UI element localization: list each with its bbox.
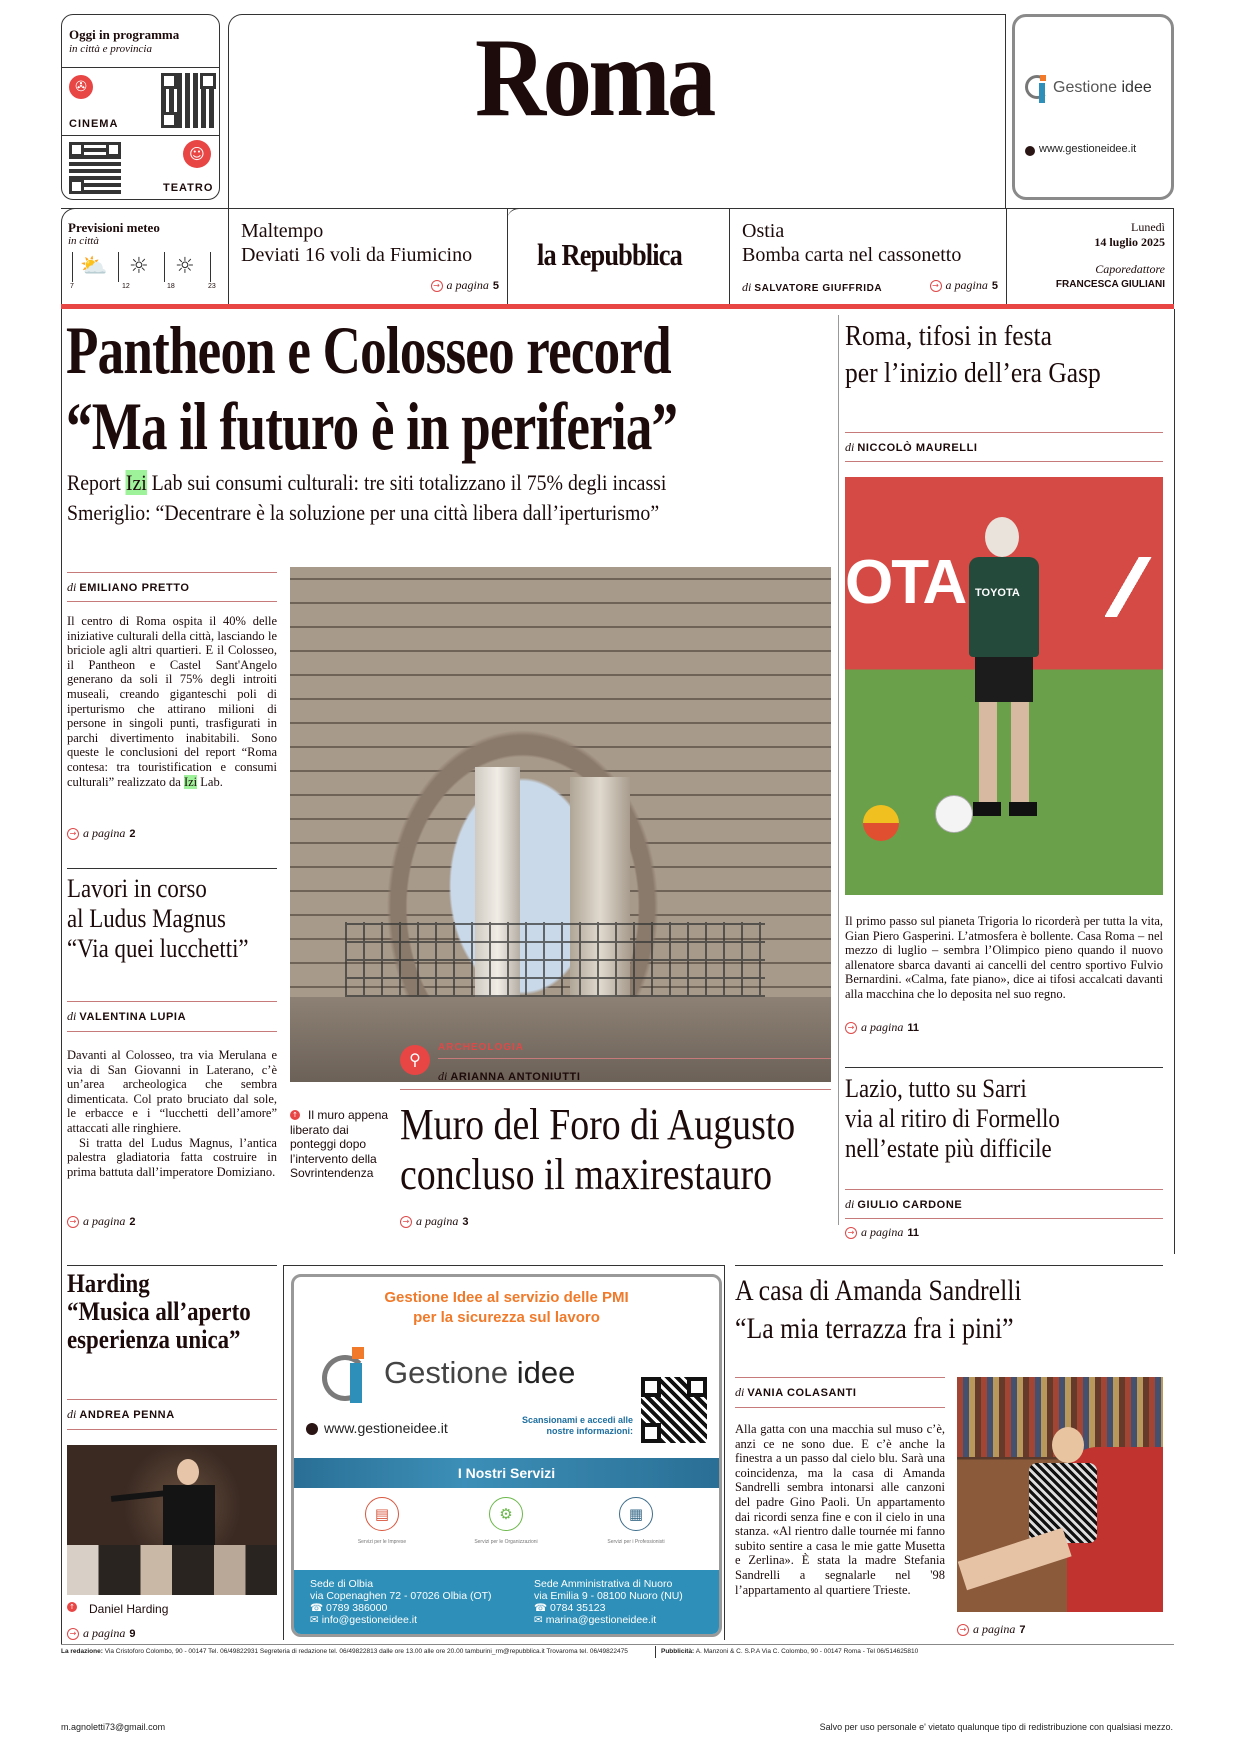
- caption-text: Il muro appena liberato dai ponteggi dopo l’intervento della Sovrintendenza: [290, 1108, 389, 1180]
- brand-bold: idee: [1121, 79, 1152, 96]
- body-paragraph: Davanti al Colosseo, tra via Merulana e via di San Giovanni in Laterano, c’è un’area archeologica che sembra dimenticata. Col prato bruciato dal sole, le erbacce e i “lucchetti dell’amore” attaccati alle ringhiere.: [67, 1048, 277, 1135]
- headline-line: nell’estate più difficile: [845, 1134, 1052, 1163]
- phone-icon: ☎: [534, 1602, 550, 1614]
- arrow-right-icon: →: [67, 1216, 79, 1228]
- pageref-number: 2: [129, 827, 136, 840]
- arrow-right-icon: →: [845, 1227, 857, 1239]
- author-name: ANDREA PENNA: [79, 1409, 175, 1421]
- page-reference[interactable]: [431, 278, 499, 293]
- disclaimer: Salvo per uso personale e' vietato qualunque tipo di redistribuzione con qualsiasi mezzo.: [819, 1722, 1173, 1732]
- ad-url[interactable]: www.gestioneidee.it: [324, 1420, 448, 1436]
- pageref-label: a pagina: [973, 1622, 1016, 1636]
- email-address: marina@gestioneidee.it: [545, 1614, 657, 1626]
- service-label: Servizi per i Professionisti: [607, 1539, 665, 1545]
- teatro-qr-code[interactable]: [69, 142, 121, 194]
- byline: [67, 1407, 175, 1422]
- headline-line: al Ludus Magnus: [67, 904, 226, 933]
- scan-line: nostre informazioni:: [546, 1426, 633, 1436]
- footer-redazione: [61, 1648, 628, 1655]
- pageref-number: 7: [1019, 1623, 1026, 1636]
- footer-text: Via Cristoforo Colombo, 90 - 00147 Tel. 06/49822931 Segreteria di redazione tel. 06/49822813 dalle ore 13.00 alle ore 20.00 tamburini_rm@repubblica.it Trovaroma tel. 06/49822475: [104, 1648, 628, 1655]
- pageref-number: 3: [462, 1215, 469, 1228]
- body-paragraph: Si tratta del Ludus Magnus, l’antica palestra gladiatoria fatta costruire in prima battuta dall’imperatore Domiziano.: [67, 1135, 277, 1179]
- headline-line: Lavori in corso: [67, 874, 207, 903]
- masthead-title: Roma: [475, 16, 713, 140]
- cinema-qr-code[interactable]: [161, 73, 216, 128]
- sub-text: Report: [67, 470, 126, 495]
- arrow-right-icon: →: [67, 1628, 79, 1640]
- pageref-label: a pagina: [83, 1626, 126, 1640]
- sunny-icon: ☼: [129, 254, 149, 279]
- lead-body: [67, 614, 277, 789]
- masthead-box: [228, 14, 1006, 208]
- photo-caption: [67, 1600, 168, 1618]
- arrow-right-icon: →: [431, 280, 443, 292]
- phone-number: 0789 386000: [326, 1602, 388, 1614]
- harding-headline[interactable]: [67, 1270, 251, 1354]
- gi-logo-icon: [322, 1347, 378, 1403]
- by-prefix: di: [735, 1385, 745, 1399]
- brand-bold: idee: [516, 1355, 576, 1390]
- pageref-label: a pagina: [83, 826, 126, 840]
- body-text: Il centro di Roma ospita il 40% delle iniziative culturali della città, lasciando le briciole agli altri quartieri. E il Colosseo, il Pantheon e Castel Sant'Angelo generano da soli il 75% degli introiti museali, creando giganteschi poli di iperturismo che attirano milioni di persone in singoli punti, trasfigurati in parchi divertimento inabitabili. Sono queste le conclusioni del report “Roma contesa: tra touristification e consumi culturali” realizzato da: [67, 614, 277, 789]
- arrow-up-icon: ↑: [67, 1602, 77, 1612]
- pageref-number: 9: [129, 1627, 136, 1640]
- brand-light: Gestione: [1053, 79, 1118, 96]
- user-email: m.agnoletti73@gmail.com: [61, 1722, 166, 1732]
- offices-banner: [294, 1570, 719, 1637]
- date-day: Lunedì: [1131, 220, 1165, 234]
- arrow-right-icon: →: [845, 1022, 857, 1034]
- editor-role: Caporedattore: [1095, 262, 1165, 276]
- service-label: Servizi per le Imprese: [357, 1539, 407, 1545]
- meteo-title: Previsioni meteo: [68, 220, 160, 235]
- byline: [845, 1197, 962, 1212]
- headline-line: Lazio, tutto su Sarri: [845, 1074, 1027, 1103]
- sandrelli-body: Alla gatta con una macchia sul muso c’è, anzi ce ne sono due. E c’è anche la finestra a un passo dal cielo blu. Sarà una coincidenza, ma la casa di Amanda Sandrelli sembra intonarsi alle canzoni del padre Gino Paoli. Un appartamento dai ricordi senza fine e con il cielo in una stanza. «Al rientro dalle tournée mi fanno subito sentire a casa le mie gatte Musetta e Zerlina». È stata la madre Stefania Sandrelli a segnalarle nel '98 l’appartamento al quartiere Trieste.: [735, 1422, 945, 1597]
- meteo-hour: 7: [70, 283, 74, 290]
- teaser-maltempo[interactable]: [229, 208, 507, 304]
- publication-logo: la Repubblica: [537, 237, 682, 272]
- headline-line: per l’inizio dell’era Gasp: [845, 357, 1101, 389]
- arrow-right-icon: →: [957, 1624, 969, 1636]
- pageref-number: 11: [907, 1021, 919, 1034]
- highlighted-text: Izi: [183, 774, 198, 789]
- web-icon: [306, 1423, 318, 1435]
- by-prefix: di: [845, 440, 855, 454]
- photo-caption: [290, 1108, 390, 1181]
- headline-line: Muro del Foro di Augusto: [400, 1100, 796, 1149]
- office-phone: [534, 1602, 683, 1614]
- programma-subtitle: in città e provincia: [69, 43, 152, 55]
- section-label[interactable]: ARCHEOLOGIA: [438, 1042, 524, 1053]
- lead-subheadline-2: Smeriglio: “Decentrare è la soluzione per una città libera dall’iperturismo”: [67, 500, 660, 525]
- sandrelli-headline[interactable]: [735, 1272, 1022, 1348]
- email-address: info@gestioneidee.it: [321, 1614, 418, 1626]
- date-box: [1007, 208, 1174, 304]
- footer-label: Pubblicità:: [661, 1648, 695, 1655]
- ad-scan-text: [522, 1415, 633, 1437]
- top-ad-url[interactable]: www.gestioneidee.it: [1039, 143, 1137, 155]
- meteo-subtitle: in città: [68, 235, 99, 247]
- byline: [845, 440, 978, 455]
- programma-box: [61, 14, 220, 200]
- sandrelli-photo: [957, 1377, 1163, 1612]
- teaser-ostia[interactable]: [730, 208, 1006, 304]
- lead-subheadline-1: [67, 470, 666, 496]
- top-ad[interactable]: [1012, 14, 1174, 200]
- office-address: via Copenaghen 72 - 07026 Olbia (OT): [310, 1590, 492, 1602]
- top-ad-brand: [1053, 79, 1152, 97]
- ad-title-1: Gestione Idee al servizio delle PMI: [384, 1289, 629, 1306]
- teatro-mask-icon[interactable]: ☺: [183, 140, 211, 168]
- red-rule: [61, 304, 1174, 309]
- mail-icon: ✉: [534, 1614, 546, 1626]
- office-name: Sede di Olbia: [310, 1578, 374, 1590]
- by-prefix: di: [845, 1197, 855, 1211]
- ad-qr-code[interactable]: [641, 1377, 707, 1443]
- gears-icon: ⚙: [489, 1497, 523, 1531]
- byline: [438, 1069, 581, 1084]
- author-name: SALVATORE GIUFFRIDA: [754, 283, 883, 294]
- teaser-kicker: Maltempo: [241, 220, 324, 242]
- teaser-kicker: Ostia: [742, 220, 785, 242]
- mail-icon: ✉: [310, 1614, 322, 1626]
- footer-pubblicita: [661, 1648, 918, 1655]
- phone-number: 0784 35123: [550, 1602, 606, 1614]
- foro-augusto-photo: [290, 567, 831, 1082]
- author-name: GIULIO CARDONE: [857, 1199, 963, 1211]
- teaser-headline: Bomba carta nel cassonetto: [742, 244, 962, 266]
- headline-line: Roma, tifosi in festa: [845, 320, 1052, 352]
- page-reference[interactable]: [845, 1020, 919, 1035]
- headline-line: “Via quei lucchetti”: [67, 934, 249, 963]
- cinema-reel-icon[interactable]: ✇: [69, 75, 93, 99]
- service-item[interactable]: [586, 1497, 686, 1545]
- services-title: I Nostri Servizi: [457, 1465, 556, 1481]
- meteo-hour: 12: [122, 283, 130, 290]
- arrow-right-icon: →: [67, 828, 79, 840]
- service-item[interactable]: [456, 1497, 556, 1545]
- headline-line: “Musica all’aperto: [67, 1297, 251, 1326]
- gi-logo-icon: [1025, 75, 1051, 103]
- id-badge-icon: ▤: [365, 1497, 399, 1531]
- partly-cloudy-icon: ⛅: [80, 254, 108, 279]
- office-phone: [310, 1602, 492, 1614]
- byline: [742, 280, 882, 295]
- services-banner: [294, 1458, 719, 1488]
- cinema-label[interactable]: CINEMA: [69, 118, 119, 130]
- ludus-headline[interactable]: [67, 874, 249, 964]
- byline: [67, 1009, 186, 1024]
- meteo-hour: 23: [208, 283, 216, 290]
- lead-headline-1[interactable]: Pantheon e Colosseo record: [66, 312, 671, 388]
- office-olbia: [310, 1578, 492, 1626]
- arrow-right-icon: →: [930, 280, 942, 292]
- gasperini-photo: [845, 477, 1163, 895]
- headline-line: “La mia terrazza fra i pini”: [735, 1312, 1014, 1345]
- office-email[interactable]: [534, 1614, 683, 1626]
- pageref-number: 11: [907, 1226, 919, 1239]
- pageref-number: 5: [492, 279, 499, 292]
- headline-line: esperienza unica”: [67, 1325, 241, 1354]
- by-prefix: di: [67, 580, 77, 594]
- by-prefix: di: [67, 1407, 77, 1421]
- author-name: ARIANNA ANTONIUTTI: [450, 1071, 581, 1083]
- chart-board-icon: ▦: [619, 1497, 653, 1531]
- sunny-icon: ☼: [175, 254, 195, 279]
- coach-figure: [955, 517, 1055, 837]
- pageref-label: a pagina: [945, 278, 988, 292]
- by-prefix: di: [438, 1069, 448, 1083]
- scan-line: Scansionami e accedi alle: [521, 1415, 633, 1425]
- lazio-headline[interactable]: [845, 1074, 1060, 1164]
- brand-light: Gestione: [384, 1355, 509, 1390]
- page-reference[interactable]: [67, 826, 135, 841]
- pageref-label: a pagina: [861, 1225, 904, 1239]
- page-reference[interactable]: [400, 1214, 468, 1229]
- page-reference[interactable]: [845, 1225, 919, 1240]
- arrow-up-icon: ↑: [290, 1110, 300, 1120]
- footer-text: A. Manzoni & C. S.P.A Via C. Colombo, 90 - 00147 Roma - Tel 06/514625810: [695, 1648, 919, 1655]
- programma-title: Oggi in programma: [69, 27, 180, 42]
- pageref-number: 2: [129, 1215, 136, 1228]
- gasp-body: Il primo passo sul pianeta Trigoria lo ricorderà per tutta la vita, Gian Piero Gasperini. L’atmosfera è bollente. Casa Roma – nel mezzo di luglio – sembra l’Olimpico pieno quando il nuovo allenatore sbarca davanti ai cancelli del centro sportivo Fulvio Bernardini. «Calma, fate piano», dice ai tifosi accalcati davanti alla macchina che lo deposita nel suo regno.: [845, 914, 1163, 1001]
- author-name: VALENTINA LUPIA: [79, 1011, 187, 1023]
- pageref-label: a pagina: [416, 1214, 459, 1228]
- author-name: NICCOLÒ MAURELLI: [857, 442, 978, 454]
- pageref-label: a pagina: [446, 278, 489, 292]
- byline: [735, 1385, 857, 1400]
- lead-headline-2[interactable]: “Ma il futuro è in periferia”: [66, 388, 678, 464]
- foro-headline[interactable]: [400, 1100, 795, 1200]
- service-item[interactable]: [332, 1497, 432, 1545]
- byline: [67, 580, 190, 595]
- repubblica-box: [507, 208, 729, 304]
- headline-line: A casa di Amanda Sandrelli: [735, 1274, 1022, 1307]
- service-label: Servizi per le Organizzazioni: [474, 1539, 538, 1545]
- ad-title-2: per la sicurezza sul lavoro: [413, 1309, 600, 1326]
- author-name: VANIA COLASANTI: [747, 1387, 857, 1399]
- phone-icon: ☎: [310, 1602, 326, 1614]
- teaser-headline: Deviati 16 voli da Fiumicino: [241, 244, 473, 266]
- pageref-number: 5: [991, 279, 998, 292]
- body-text: Lab.: [197, 774, 223, 789]
- shirt-sponsor: TOYOTA: [975, 587, 1020, 599]
- caption-text: Daniel Harding: [89, 1602, 169, 1616]
- by-prefix: di: [67, 1009, 77, 1023]
- by-prefix: di: [742, 280, 752, 294]
- gasp-headline[interactable]: [845, 318, 1101, 392]
- web-icon: [1025, 146, 1035, 156]
- footer-label: La redazione:: [61, 1648, 103, 1655]
- harding-photo: [67, 1445, 277, 1595]
- arrow-right-icon: →: [400, 1216, 412, 1228]
- office-address: via Emilia 9 - 08100 Nuoro (NU): [534, 1590, 683, 1602]
- ad-brand: [384, 1355, 575, 1391]
- meteo-hour: 18: [167, 283, 175, 290]
- magnifier-icon: ⚲: [400, 1045, 430, 1075]
- headline-line: via al ritiro di Formello: [845, 1104, 1060, 1133]
- page-reference[interactable]: [67, 1214, 135, 1229]
- gestione-idee-ad[interactable]: [291, 1274, 722, 1637]
- office-email[interactable]: [310, 1614, 492, 1626]
- pageref-label: a pagina: [83, 1214, 126, 1228]
- photo-text: OTA: [845, 548, 966, 617]
- highlighted-text: Izi: [125, 470, 147, 495]
- ludus-body: [67, 1048, 277, 1179]
- sub-text: Lab sui consumi culturali: tre siti totalizzano il 75% degli incassi: [146, 470, 667, 495]
- editor-name: FRANCESCA GIULIANI: [1055, 279, 1165, 290]
- page-reference[interactable]: [930, 278, 998, 293]
- teatro-label[interactable]: TEATRO: [163, 182, 214, 194]
- page-reference[interactable]: [957, 1622, 1025, 1637]
- page-reference[interactable]: [67, 1626, 135, 1641]
- headline-line: Harding: [67, 1269, 150, 1298]
- office-name: Sede Amministrativa di Nuoro: [534, 1578, 673, 1590]
- meteo-box: [61, 208, 227, 304]
- headline-line: concluso il maxirestauro: [400, 1150, 772, 1199]
- author-name: EMILIANO PRETTO: [79, 582, 190, 594]
- date: 14 luglio 2025: [1094, 235, 1165, 249]
- pageref-label: a pagina: [861, 1020, 904, 1034]
- office-nuoro: [534, 1578, 683, 1626]
